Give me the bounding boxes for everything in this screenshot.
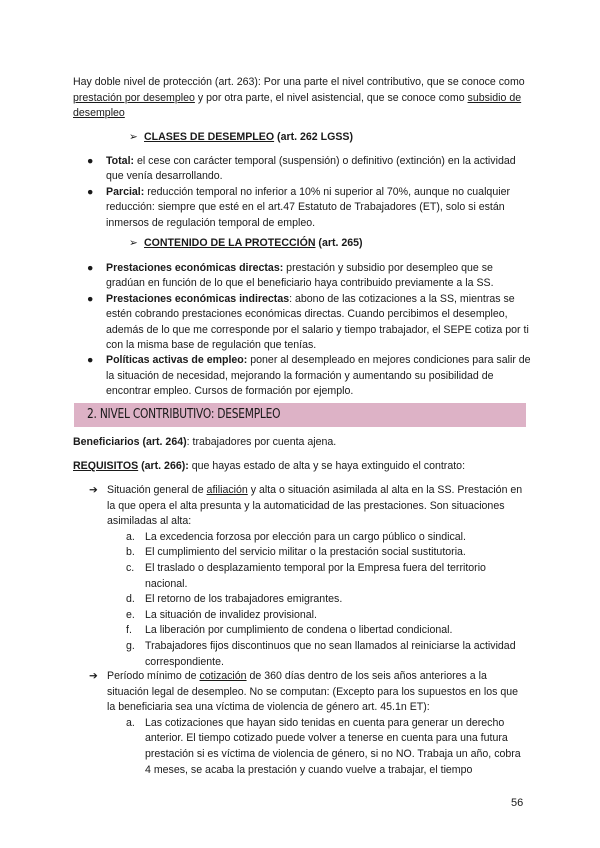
beneficiarios-line [73, 435, 533, 451]
item-text: La liberación por cumplimiento de condena o libertad condicional. [145, 624, 453, 637]
requisitos-text: que hayas estado de alta y se haya extinguido el contrato: [188, 460, 466, 472]
bullet-icon: ● [87, 354, 94, 367]
item-text: Trabajadores fijos discontinuos que no sean llamados al reiniciarse la actividad correspondiente. [145, 639, 516, 668]
contenido-list [81, 261, 531, 400]
item-label: Prestaciones económicas indirectas [106, 292, 290, 305]
req1-text-2: y alta o situación asimilada al alta en la SS. Prestación en la que opera el alta presunta y la automaticidad de las prestaciones. Son situaciones asimiladas al alta: [107, 484, 523, 528]
item-text: prestación y subsidio por desempleo que se gradúan en función de lo que el beneficiario haya contribuido previamente a la SS. [106, 262, 494, 290]
clases-list [81, 154, 531, 231]
req1-text-1: Situación general de [107, 484, 207, 496]
requirement-body [107, 483, 529, 670]
item-letter: a. [126, 530, 135, 543]
item-letter: a. [126, 716, 135, 729]
list-item [107, 608, 529, 624]
requirement-afiliacion [89, 483, 529, 670]
subsidio-term: subsidio de desempleo [73, 91, 522, 120]
item-letter: d. [126, 593, 135, 606]
no-computan-list [107, 716, 529, 778]
intro-text-1: Hay doble nivel de protección (art. 263): Por una parte el nivel contributivo, que se conoce como [73, 76, 525, 88]
bullet-icon: ● [87, 155, 94, 167]
clases-heading [129, 130, 353, 145]
req2-text-2: de 360 días dentro de los seis años anteriores a la situación legal de desempleo. No se computan: (Excepto para los supuestos en los que la beneficiaria sea una víctima de violencia de género art. 45.1n ET): [107, 670, 519, 714]
bullet-icon: ● [87, 292, 94, 305]
item-label: Total: [106, 155, 135, 167]
list-item [81, 353, 531, 399]
item-label: Prestaciones económicas directas: [106, 262, 284, 274]
item-text: Las cotizaciones que hayan sido tenidas en cuenta para generar un derecho anterior. El tiempo cotizado puede volver a tenerse en cuenta para una futura prestación si es víctima de violencia de género, si no NO. Trabaja un año, cobra 4 meses, se acaba la prestación y cuando vuelve a trabajar, el tiempo [145, 716, 521, 776]
section-title: 2. NIVEL CONTRIBUTIVO: DESEMPLEO [87, 407, 281, 422]
requirement-text [107, 483, 529, 530]
list-item [107, 561, 529, 592]
item-text: La excedencia forzosa por elección para un cargo público o sindical. [145, 530, 466, 543]
requisitos-line [73, 459, 533, 475]
arrow-right-icon: ➔ [89, 484, 98, 496]
intro-text-2: y por otra parte, el nivel asistencial, que se conoce como [194, 91, 468, 104]
contenido-ref: (art. 265) [315, 237, 363, 249]
item-letter: g. [126, 639, 135, 652]
requirement-cotizacion [89, 669, 529, 778]
list-item [107, 545, 529, 561]
bullet-icon: ● [87, 185, 94, 198]
item-letter: b. [126, 546, 135, 559]
list-item [107, 592, 529, 608]
afiliacion-term: afiliación [206, 484, 248, 496]
item-text: El traslado o desplazamiento temporal por la Empresa fuera del territorio nacional. [145, 561, 486, 590]
arrow-bullet-icon: ➢ [129, 237, 138, 249]
list-item [81, 261, 531, 292]
list-item [81, 185, 531, 231]
item-label: Políticas activas de empleo: [106, 354, 248, 367]
req2-text-1: Período mínimo de [107, 670, 200, 682]
requirement-text [107, 669, 529, 716]
intro-paragraph [73, 75, 533, 122]
list-item [81, 292, 531, 354]
cotizacion-term: cotización [199, 670, 247, 682]
item-text: poner al desempleado en mejores condiciones para salir de la situación de necesidad, mejorando la formación y aumentando su posibilidad de encontrar empleo. Cursos de formación por ejemplo. [106, 354, 531, 398]
list-item [81, 154, 531, 185]
item-text: La situación de invalidez provisional. [145, 608, 317, 621]
prestacion-term: prestación por desempleo [73, 91, 195, 104]
item-text: El cumplimiento del servicio militar o la prestación social sustitutoria. [145, 546, 466, 559]
clases-title: CLASES DE DESEMPLEO [144, 131, 275, 143]
list-item [107, 639, 529, 670]
contenido-heading [129, 236, 363, 251]
item-letter: f. [126, 624, 132, 637]
asimiladas-list [107, 530, 529, 670]
list-item [107, 716, 529, 778]
bullet-icon: ● [87, 262, 94, 274]
item-text: el cese con carácter temporal (suspensión) o definitivo (extinción) en la actividad que venía desarrollando. [106, 155, 516, 183]
item-text: El retorno de los trabajadores emigrantes. [145, 593, 343, 606]
requisitos-label: REQUISITOS [73, 460, 139, 472]
clases-ref: (art. 262 LGSS) [274, 131, 353, 143]
item-letter: e. [126, 608, 135, 621]
requirement-body [107, 669, 529, 778]
item-text: reducción temporal no inferior a 10% ni superior al 70%, aunque no cualquier reducción: siempre que esté en el art.47 Estatuto de Trabajadores (ET), solo si están inmersos de regulación temporal de empleo. [106, 185, 510, 229]
arrow-bullet-icon: ➢ [129, 131, 138, 143]
list-item [107, 623, 529, 639]
list-item [107, 530, 529, 546]
item-label: Parcial: [106, 185, 145, 198]
beneficiarios-text: : trabajadores por cuenta ajena. [186, 436, 337, 448]
arrow-right-icon: ➔ [89, 670, 98, 682]
beneficiarios-label: Beneficiarios (art. 264) [73, 436, 187, 448]
item-text: : abono de las cotizaciones a la SS, mientras se estén cobrando prestaciones económicas directas. Cuando percibimos el desempleo, además de lo que me corresponde por el salario y tiempo trabajador, el SEPE cotiza por ti con la misma base de regulación que tenías. [106, 292, 529, 352]
contenido-title: CONTENIDO DE LA PROTECCIÓN [144, 237, 316, 249]
page-number: 56 [511, 797, 524, 809]
requisitos-ref: (art. 266): [138, 460, 189, 472]
item-letter: c. [126, 561, 135, 574]
